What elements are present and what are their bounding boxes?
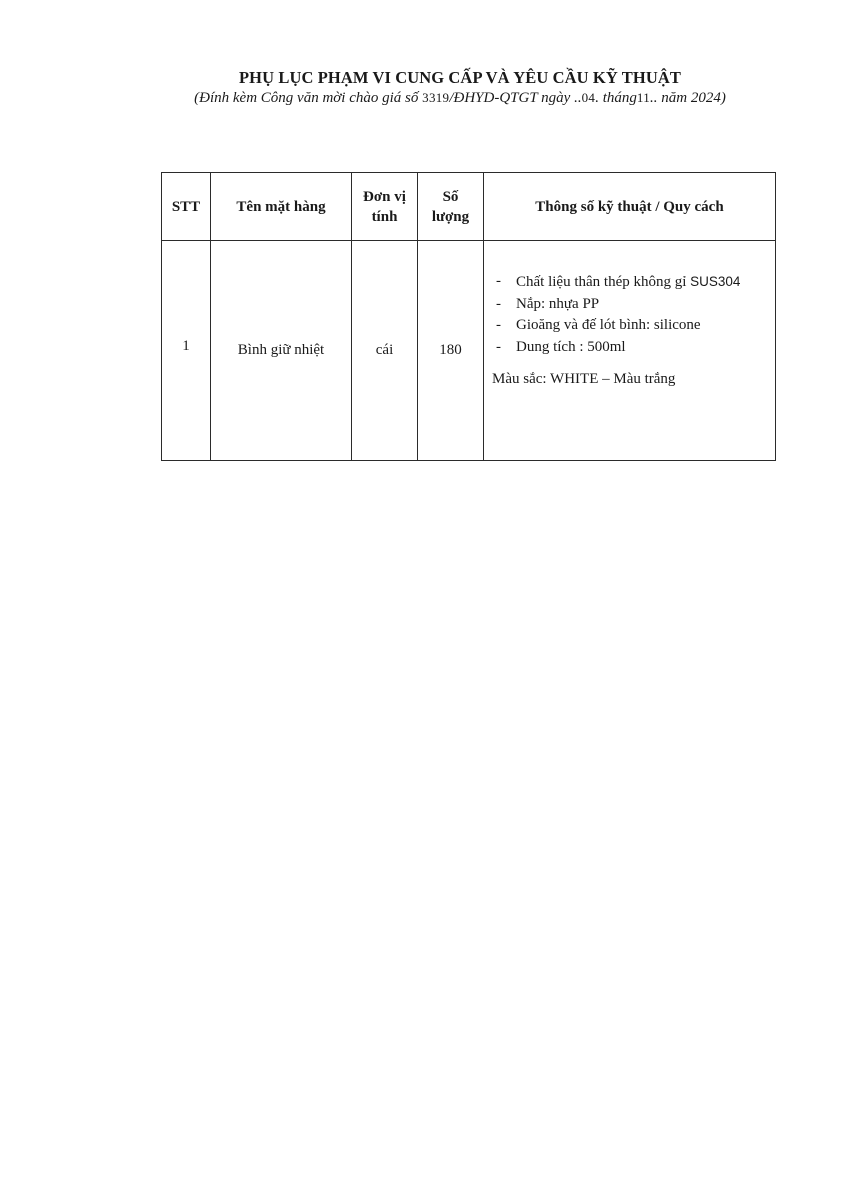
header-item-name: Tên mặt hàng: [211, 173, 352, 241]
header-qty-line2: lượng: [431, 208, 470, 225]
subtitle-mid-2: . tháng: [595, 90, 637, 106]
spec-item: - Chất liệu thân thép không gỉ SUS304: [496, 273, 741, 290]
header-stt: STT: [162, 173, 211, 241]
subtitle-mid-1: /ĐHYD-QTGT ngày ..: [449, 90, 582, 106]
document-subtitle: [0, 90, 846, 107]
cell-unit: cái: [352, 241, 418, 461]
doc-day: 04: [581, 90, 596, 105]
header-qty-line1: Số: [442, 188, 459, 205]
spec-item-code: SUS304: [690, 274, 741, 289]
document-title: PHỤ LỤC PHẠM VI CUNG CẤP VÀ YÊU CẦU KỸ THUẬT: [239, 68, 681, 87]
spec-item-text: Gioăng và đế lót bình: silicone: [516, 317, 701, 333]
cell-item-name: Bình giữ nhiệt: [211, 241, 352, 461]
spec-item-text: Dung tích : 500ml: [516, 338, 626, 355]
header-unit-line1: Đơn vị: [363, 188, 406, 205]
header-quantity: [418, 173, 484, 241]
table-header-row: [162, 173, 776, 241]
cell-quantity: 180: [418, 241, 484, 461]
spec-color-note: Màu sắc: WHITE – Màu trắng: [492, 371, 676, 387]
spec-item: - Gioăng và đế lót bình: silicone: [496, 317, 701, 333]
spec-list: [492, 271, 767, 358]
spec-item: - Nắp: nhựa PP: [496, 295, 600, 312]
spec-item-text: Nắp: nhựa PP: [516, 295, 600, 312]
cell-stt: 1: [162, 241, 211, 461]
doc-month: 11: [636, 90, 650, 105]
header-unit: [352, 173, 418, 241]
spec-item: - Dung tích : 500ml: [496, 338, 626, 355]
table-row: [162, 241, 776, 461]
cell-specification: [484, 241, 776, 461]
subtitle-suffix: .. năm 2024): [650, 90, 726, 106]
spec-item-text: Chất liệu thân thép không gỉ: [516, 274, 691, 290]
header-unit-line2: tính: [371, 208, 398, 225]
header-specification: Thông số kỹ thuật / Quy cách: [484, 173, 776, 241]
subtitle-prefix: (Đính kèm Công văn mời chào giá số: [194, 90, 423, 106]
specification-table: [161, 172, 776, 461]
doc-number: 3319: [422, 90, 450, 105]
